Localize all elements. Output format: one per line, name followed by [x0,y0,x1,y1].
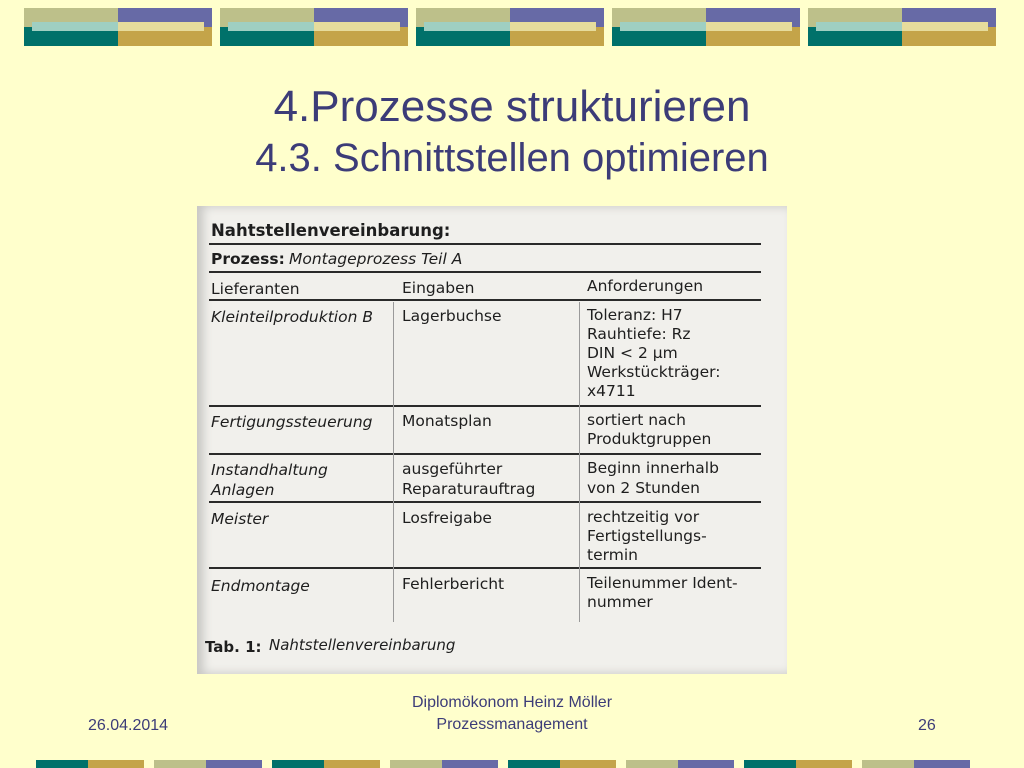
row-requirement: Werkstückträger: [587,363,721,381]
band-block [220,8,408,46]
row-requirement: Rauhtiefe: Rz [587,325,691,343]
column-divider [393,302,394,622]
top-decorative-band [0,0,1024,50]
row-requirement: Toleranz: H7 [587,306,683,324]
slide-title [0,80,1024,182]
slide-title-main: 4.Prozesse strukturieren [273,82,751,131]
footer-author: Diplomökonom Heinz Möller [411,694,613,711]
table-caption-label: Tab. 1: [205,638,262,656]
table-rule [209,453,761,455]
row-requirement: Produktgruppen [587,430,712,448]
row-input: Losfreigabe [402,509,492,527]
column-divider [579,302,580,622]
row-input: Monatsplan [402,412,492,430]
row-requirement: rechtzeitig vor [587,508,700,526]
row-supplier: Endmontage [211,577,310,595]
row-input: Lagerbuchse [402,307,502,325]
slide-title-sub: 4.3. Schnittstellen optimieren [255,136,769,180]
row-supplier: Instandhaltung [211,461,328,479]
row-supplier: Fertigungssteuerung [211,413,373,431]
row-requirement: Beginn innerhalb [587,459,719,477]
table-rule [209,271,761,273]
column-header-inputs: Eingaben [402,279,475,297]
row-requirement: von 2 Stunden [587,479,700,497]
row-requirement: DIN < 2 µm [587,344,678,362]
table-caption-text: Nahtstellenvereinbarung [269,636,456,654]
row-supplier: Anlagen [211,481,275,499]
band-block [416,8,604,46]
table-rule [209,567,761,569]
footer-subject: Prozessmanagement [436,716,588,733]
table-rule [209,501,761,503]
footer-date: 26.04.2014 [88,717,169,734]
column-header-suppliers: Lieferanten [211,280,300,298]
row-supplier: Meister [211,510,269,528]
process-value: Montageprozess Teil A [289,250,463,268]
row-input: ausgeführter [402,460,503,478]
row-requirement: Teilenummer Ident- [587,574,738,592]
footer-page-number: 26 [918,717,936,734]
band-block [612,8,800,46]
band-block [808,8,996,46]
scanned-table-image [197,206,787,674]
table-rule [209,405,761,407]
row-input: Reparaturauftrag [402,480,536,498]
process-label: Prozess: [211,250,285,268]
row-requirement: nummer [587,593,653,611]
footer-center [362,692,662,736]
row-requirement: x4711 [587,382,636,400]
row-supplier: Kleinteilproduktion B [211,308,373,326]
bottom-decorative-band [0,756,1024,768]
band-block [24,8,212,46]
table-heading: Nahtstellenvereinbarung: [211,221,451,240]
table-rule [209,299,761,301]
row-input: Fehlerbericht [402,575,505,593]
row-requirement: sortiert nach [587,411,686,429]
row-requirement: termin [587,546,638,564]
column-header-requirements: Anforderungen [587,277,704,295]
row-requirement: Fertigstellungs- [587,527,707,545]
table-rule [209,243,761,245]
